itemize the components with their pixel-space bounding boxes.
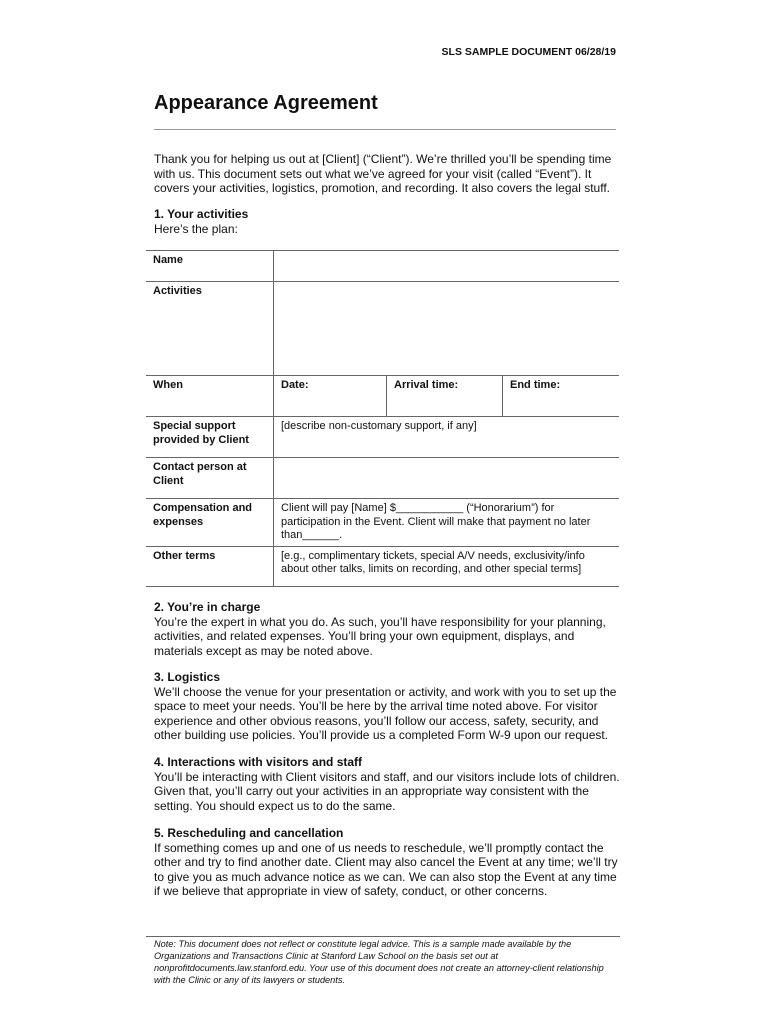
title-divider	[154, 129, 616, 130]
name-field[interactable]	[274, 251, 620, 282]
compensation-field[interactable]: Client will pay [Name] $___________ (“Honorarium”) for participation in the Event. Client will make that payment no later than______.	[274, 499, 620, 547]
section-body: We’ll choose the venue for your presentation or activity, and work with you to set up the space to meet your needs. You’ll be here by the arrival time noted above. For visitor experience and other obvious reasons, you’ll follow our access, safety, security, and other building use policies. You’ll provide us a completed Form W-9 upon our request.	[154, 684, 617, 743]
support-label: Special support provided by Client	[146, 417, 274, 458]
document-reference: SLS SAMPLE DOCUMENT 06/28/19	[441, 46, 616, 58]
section-body: If something comes up and one of us needs to reschedule, we’ll promptly contact the other and try to find another date. Client may also cancel the Event at any time; we’ll try to give you as much advance notice as we can. We can also stop the Event at any time if we believe that appropriate in view of safety, conduct, or other concerns.	[154, 840, 618, 899]
name-label: Name	[146, 251, 274, 282]
section-interactions	[154, 755, 620, 813]
activities-field[interactable]	[274, 282, 620, 376]
section-logistics	[154, 670, 620, 743]
end-time-field[interactable]: End time:	[503, 376, 620, 417]
plan-table	[146, 250, 619, 587]
section-heading: 1. Your activities	[154, 207, 249, 221]
section-body: You’re the expert in what you do. As such, you’ll have responsibility for your planning, activities, and related expenses. You’ll bring your own equipment, displays, and materials except as may be noted above.	[154, 614, 606, 658]
table-row-when	[146, 376, 619, 417]
compensation-label: Compensation and expenses	[146, 499, 274, 547]
contact-field[interactable]	[274, 458, 620, 499]
table-row-activities	[146, 282, 619, 376]
section-your-activities	[154, 207, 620, 236]
table-row-contact	[146, 458, 619, 499]
support-field[interactable]: [describe non-customary support, if any]	[274, 417, 620, 458]
section-heading: 2. You’re in charge	[154, 600, 261, 614]
table-row-compensation	[146, 499, 619, 547]
page-title: Appearance Agreement	[154, 92, 378, 114]
other-terms-label: Other terms	[146, 546, 274, 586]
intro-paragraph: Thank you for helping us out at [Client] (“Client”). We’re thrilled you’ll be spending time with us. This document sets out what we’ve agreed for your visit (called “Event”). It covers your activities, logistics, promotion, and recording. It also covers the legal stuff.	[154, 152, 612, 196]
section-lead: Here’s the plan:	[154, 221, 238, 236]
section-heading: 5. Rescheduling and cancellation	[154, 826, 344, 840]
section-rescheduling	[154, 826, 620, 899]
table-row-name	[146, 251, 619, 282]
arrival-time-field[interactable]: Arrival time:	[387, 376, 503, 417]
section-body: You’ll be interacting with Client visitors and staff, and our visitors include lots of children. Given that, you’ll carry out your activities in an appropriate way consistent with the setting. You should expect us to do the same.	[154, 769, 620, 813]
section-heading: 3. Logistics	[154, 670, 221, 684]
section-heading: 4. Interactions with visitors and staff	[154, 755, 363, 769]
footnote: Note: This document does not reflect or constitute legal advice. This is a sample made available by the Organizations and Transactions Clinic at Stanford Law School on the basis set out at nonprofitdocuments.law.stanford.edu. Your use of this document does not create an attorney-client relationship with the Clinic or any of its lawyers or students.	[154, 939, 604, 985]
footnote-divider	[146, 936, 620, 937]
other-terms-field[interactable]: [e.g., complimentary tickets, special A/V needs, exclusivity/info about other talks, limits on recording, and other special terms]	[274, 546, 620, 586]
section-in-charge	[154, 600, 620, 658]
table-row-support	[146, 417, 619, 458]
table-row-other-terms	[146, 546, 619, 586]
contact-label: Contact person at Client	[146, 458, 274, 499]
when-label: When	[146, 376, 274, 417]
activities-label: Activities	[146, 282, 274, 376]
date-field[interactable]: Date:	[274, 376, 387, 417]
